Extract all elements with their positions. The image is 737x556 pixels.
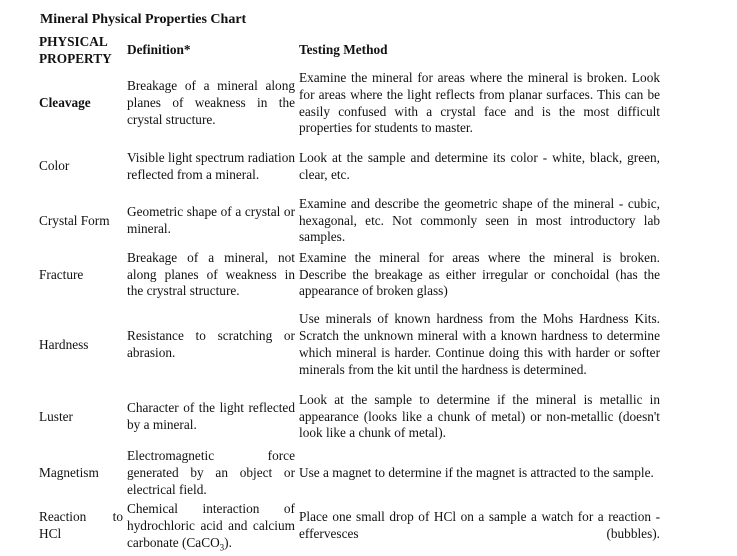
table-row-fracture <box>37 248 662 302</box>
table-row-cleavage <box>37 68 662 139</box>
table-row-luster <box>37 388 662 446</box>
definition-cell: Character of the light reflected by a mineral. <box>127 400 295 432</box>
definition-text-end: ). <box>224 534 232 550</box>
testing-cell: Look at the sample to determine if the mineral is metallic in appearance (looks like a chunk of metal) or non-metallic (doesn't look like a chunk of metal). <box>299 391 660 441</box>
table-header-row <box>37 33 662 68</box>
property-cell: Magnetism <box>39 465 99 481</box>
testing-cell: Use minerals of known hardness from the Mohs Hardness Kits. Scratch the unknown mineral with a known hardness to determine which mineral is harder. Continue doing this with harder or softer minerals from the kit until the hardness is determined. <box>299 311 660 377</box>
header-definition: Definition* <box>127 42 191 58</box>
header-testing-method: Testing Method <box>299 42 388 58</box>
table-row-hardness <box>37 302 662 388</box>
testing-cell: Place one small drop of HCl on a sample a watch for a reaction - effervesces (bubbles). <box>299 509 660 542</box>
testing-cell: Examine the mineral for areas where the mineral is broken. Look for areas where the light reflects from planar surfaces. This can be easily confused with a crystal face and is the most difficult properties for students to master. <box>299 69 660 136</box>
definition-cell <box>125 501 297 552</box>
document-title: Mineral Physical Properties Chart <box>40 12 247 27</box>
table-row-color <box>37 139 662 194</box>
definition-subscript: 3 <box>219 542 225 553</box>
property-cell: Cleavage <box>39 95 91 111</box>
definition-text: Chemical interaction of hydrochloric acid and calcium carbonate (CaCO <box>127 501 295 550</box>
table-row-crystal-form <box>37 194 662 248</box>
property-cell: Reaction to HCl <box>39 509 123 542</box>
table-row-reaction-to-hcl <box>37 501 662 552</box>
property-cell: Fracture <box>39 266 84 282</box>
property-cell: Luster <box>39 408 73 424</box>
testing-cell: Use a magnet to determine if the magnet is attracted to the sample. <box>299 465 654 481</box>
definition-cell: Resistance to scratching or abrasion. <box>127 328 295 360</box>
testing-cell: Look at the sample and determine its color - white, black, green, clear, etc. <box>299 149 660 182</box>
header-physical-property: PHYSICAL PROPERTY <box>39 33 112 66</box>
property-cell: Color <box>39 158 70 174</box>
testing-cell: Examine and describe the geometric shape of the mineral - cubic, hexagonal, etc. Not commonly seen in most introductory lab samples. <box>299 195 660 245</box>
table-row-magnetism <box>37 446 662 501</box>
definition-cell: Electromagnetic force generated by an object or electrical field. <box>127 448 295 497</box>
property-cell: Crystal Form <box>39 212 110 228</box>
properties-table <box>37 33 662 552</box>
property-cell: Hardness <box>39 336 89 352</box>
testing-cell: Examine the mineral for areas where the mineral is broken. Describe the breakage as either irregular or conchoidal (has the appearance of broken glass) <box>299 249 660 299</box>
definition-cell: Geometric shape of a crystal or mineral. <box>127 204 295 236</box>
definition-cell: Breakage of a mineral along planes of weakness in the crystal structure. <box>127 78 295 127</box>
definition-cell: Breakage of a mineral, not along planes of weakness in the crystral structure. <box>127 249 295 299</box>
definition-cell: Visible light spectrum radiation reflected from a mineral. <box>127 149 295 182</box>
